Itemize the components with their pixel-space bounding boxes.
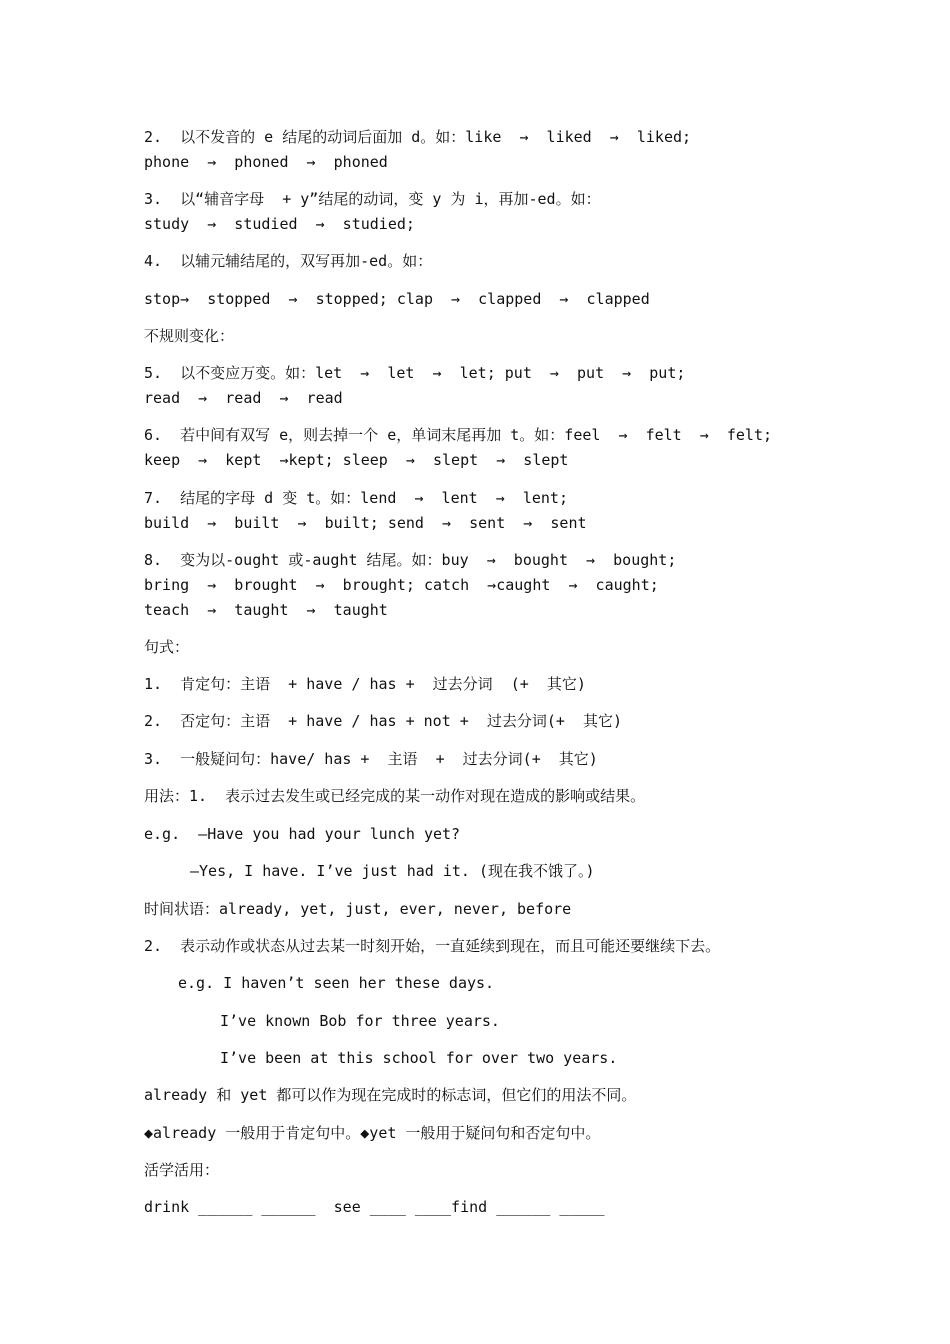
rule-5-line-1: 5. 以不变应万变。如：let → let → let; put → put → put;: [144, 364, 686, 382]
practice-exercise: drink ______ ______ see ____ ____find ______ _____: [144, 1198, 605, 1216]
rule-7-line-1: 7. 结尾的字母 d 变 t。如：lend → lent → lent;: [144, 489, 568, 507]
section-heading-irregular: 不规则变化：: [144, 327, 235, 345]
rule-4-line-2: stop→ stopped → stopped; clap → clapped → clapped: [144, 290, 650, 308]
rule-4-line-1: 4. 以辅元辅结尾的，双写再加-ed。如：: [144, 252, 433, 270]
rule-2-line-2: phone → phoned → phoned: [144, 153, 388, 171]
example-answer: –Yes, I have. I’ve just had it. (现在我不饿了。): [190, 862, 595, 880]
example-2-line-2: I’ve known Bob for three years.: [220, 1012, 500, 1030]
rule-8-line-3: teach → taught → taught: [144, 601, 388, 619]
rule-3-line-2: study → studied → studied;: [144, 215, 415, 233]
pattern-question: 3. 一般疑问句：have/ has + 主语 + 过去分词(+ 其它): [144, 750, 598, 768]
usage-1: 用法：1. 表示过去发生或已经完成的某一动作对现在造成的影响或结果。: [144, 787, 646, 805]
rule-5-line-2: read → read → read: [144, 389, 343, 407]
section-heading-patterns: 句式：: [144, 638, 190, 656]
pattern-negative: 2. 否定句：主语 + have / has + not + 过去分词(+ 其它): [144, 712, 623, 730]
rule-8-line-2: bring → brought → brought; catch →caught → caught;: [144, 576, 659, 594]
time-adverbials: 时间状语：already, yet, just, ever, never, before: [144, 900, 572, 918]
already-yet-usage: ◆already 一般用于肯定句中。◆yet 一般用于疑问句和否定句中。: [144, 1124, 601, 1142]
example-2-line-3: I’ve been at this school for over two years.: [220, 1049, 618, 1067]
example-question: e.g. –Have you had your lunch yet?: [144, 825, 461, 843]
example-2-line-1: e.g. I haven’t seen her these days.: [178, 974, 495, 992]
rule-7-line-2: build → built → built; send → sent → sent: [144, 514, 587, 532]
rule-8-line-1: 8. 变为以-ought 或-aught 结尾。如：buy → bought → bought;: [144, 551, 677, 569]
rule-6-line-2: keep → kept →kept; sleep → slept → slept: [144, 451, 569, 469]
pattern-affirmative: 1. 肯定句：主语 + have / has + 过去分词 (+ 其它): [144, 675, 586, 693]
rule-3-line-1: 3. 以“辅音字母 + y”结尾的动词，变 y 为 i，再加-ed。如：: [144, 190, 601, 208]
usage-2: 2. 表示动作或状态从过去某一时刻开始，一直延续到现在，而且可能还要继续下去。: [144, 937, 721, 955]
rule-6-line-1: 6. 若中间有双写 e，则去掉一个 e，单词末尾再加 t。如：feel → felt → felt;: [144, 426, 773, 444]
section-heading-practice: 活学活用：: [144, 1161, 220, 1179]
already-yet-note: already 和 yet 都可以作为现在完成时的标志词，但它们的用法不同。: [144, 1086, 637, 1104]
rule-2-line-1: 2. 以不发音的 e 结尾的动词后面加 d。如：like → liked → liked;: [144, 128, 692, 146]
